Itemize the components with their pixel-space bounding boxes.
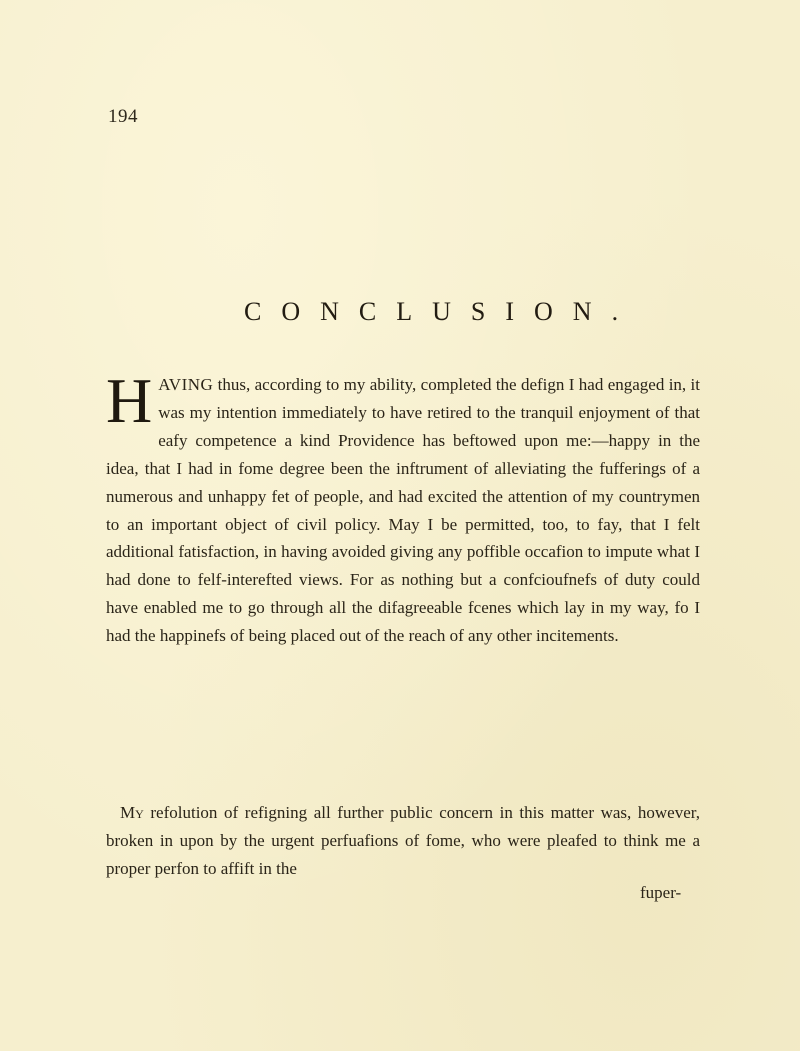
paragraph-1: [106, 365, 700, 650]
page-number: 194: [108, 106, 138, 127]
paragraph-1-lead: AVING: [158, 375, 214, 394]
catchword: fuper-: [640, 883, 682, 902]
paragraph-2-lead: My: [120, 803, 144, 822]
chapter-heading: CONCLUSION.: [244, 297, 639, 326]
paragraph-2-text: refolution of refigning all further public concern in this matter was, however, broken in upon by the urgent perfuafions of fome, who were pleafed to think me a proper perfon to affift in the: [106, 803, 700, 878]
paragraph-1-text: thus, according to my ability, completed the defign I had engaged in, it was my intention immediately to have retired to the tranquil enjoyment of that eafy competence a kind Providence has beftowed upon me:—happy in the idea, that I had in fome degree been the inftrument of alleviating the fufferings of a numerous and unhappy fet of people, and had excited the attention of my countrymen to an important object of civil policy. May I be permitted, too, to fay, that I felt additional fatisfaction, in having avoided giving any poffible occafion to impute what I had done to felf-interefted views. For as nothing but a confcioufnefs of duty could have enabled me to go through all the difagreeable fcenes which lay in my way, fo I had the happinefs of being placed out of the reach of any other incitements.: [106, 375, 700, 646]
paragraph-2: [106, 799, 700, 883]
drop-cap: H: [106, 365, 153, 436]
